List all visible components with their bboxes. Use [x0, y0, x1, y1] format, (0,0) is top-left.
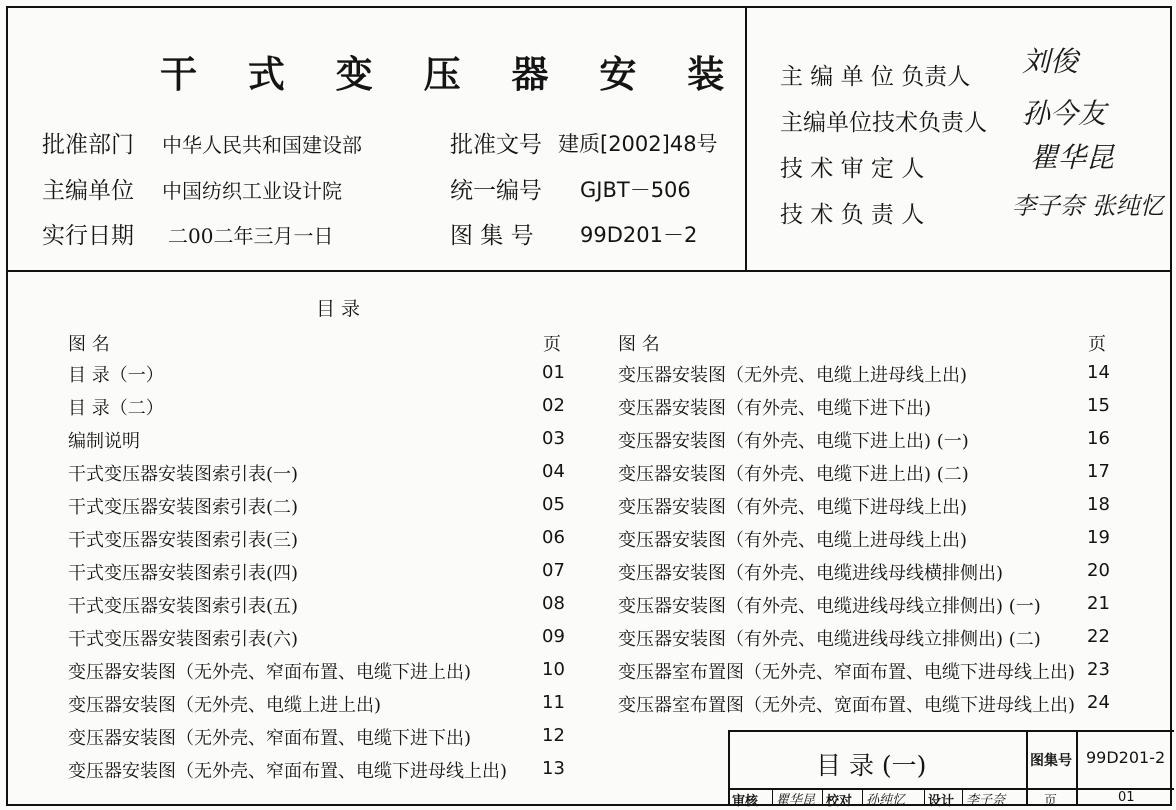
toc-entry-page: 05: [542, 494, 565, 515]
atlas-number-label: 图 集 号: [450, 223, 534, 249]
toc-entry-page: 24: [1087, 692, 1110, 713]
tech-reviewer-signature: 瞿华昆: [1030, 141, 1115, 174]
toc-entry-page: 06: [542, 527, 565, 548]
toc-entry-name: 变压器安装图（有外壳、电缆下进母线上出): [618, 497, 968, 518]
toc-entry-page: 04: [542, 461, 565, 482]
review-label: 审核: [732, 794, 759, 809]
approval-doc-label: 批准文号: [450, 132, 542, 158]
toc-entry-page: 09: [542, 626, 565, 647]
toc-entry-page: 20: [1087, 560, 1110, 581]
header-bottom-rule: [6, 270, 1172, 272]
toc-entry-page: 14: [1087, 362, 1110, 383]
toc-entry-page: 13: [542, 758, 565, 779]
toc-entry-name: 变压器安装图（有外壳、电缆下进上出) (一): [618, 431, 969, 452]
toc-entry-name: 干式变压器安装图索引表(三): [68, 530, 299, 551]
toc-entry-name: 变压器安装图（有外壳、电缆下进下出): [618, 398, 932, 419]
atlas-no-value: 99D201-2: [1086, 748, 1166, 767]
atlas-number-value: 99D201－2: [580, 223, 698, 247]
toc-entry-page: 12: [542, 725, 565, 746]
toc-entry-page: 23: [1087, 659, 1110, 680]
header-divider: [745, 6, 747, 272]
toc-heading: 目 录: [316, 298, 361, 320]
toc-entry-name: 干式变压器安装图索引表(四): [68, 563, 299, 584]
toc-left-page-header: 页: [543, 334, 561, 355]
review-signature: 瞿华昆: [776, 793, 816, 808]
toc-entry-name: 变压器安装图（无外壳、窄面布置、电缆下进上出): [68, 662, 472, 683]
toc-entry-page: 21: [1087, 593, 1110, 614]
toc-entry-name: 变压器安装图（有外壳、电缆下进上出) (二): [618, 464, 969, 485]
toc-entry-page: 01: [542, 362, 565, 383]
toc-entry-name: 变压器安装图（有外壳、电缆进线母线立排侧出) (一): [618, 596, 1041, 617]
drawing-frame: [6, 6, 1172, 806]
toc-entry-name: 干式变压器安装图索引表(二): [68, 497, 299, 518]
page-label: 页: [1044, 794, 1058, 809]
toc-left-name-header: 图 名: [68, 334, 110, 355]
approval-doc-value: 建质[2002]48号: [558, 132, 718, 156]
chief-tech-head-signature: 孙今友: [1022, 97, 1107, 130]
toc-entry-name: 变压器安装图（有外壳、电缆进线母线立排侧出) (二): [618, 629, 1041, 650]
toc-entry-page: 02: [542, 395, 565, 416]
approving-dept-value: 中华人民共和国建设部: [162, 133, 362, 157]
approving-dept-label: 批准部门: [42, 132, 134, 158]
toc-entry-page: 11: [542, 692, 565, 713]
toc-entry-name: 编制说明: [68, 431, 140, 452]
atlas-no-label: 图集号: [1030, 753, 1072, 769]
toc-entry-name: 目 录（二）: [68, 398, 164, 419]
check-label: 校对: [826, 794, 853, 809]
toc-entry-name: 变压器室布置图（无外壳、宽面布置、电缆下进母线上出): [618, 695, 1076, 716]
chief-unit-value: 中国纺织工业设计院: [162, 179, 342, 203]
chief-unit-label: 主编单位: [42, 178, 134, 204]
toc-right-page-header: 页: [1088, 334, 1106, 355]
toc-entry-name: 变压器安装图（有外壳、电缆上进母线上出): [618, 530, 968, 551]
effective-date-label: 实行日期: [42, 223, 134, 249]
effective-date-value: 二00二年三月一日: [168, 224, 334, 248]
toc-entry-page: 16: [1087, 428, 1110, 449]
toc-entry-name: 变压器安装图（无外壳、窄面布置、电缆下进母线上出): [68, 761, 508, 782]
tech-head-label: 技 术 负 责 人: [780, 202, 925, 228]
chief-tech-head-label: 主编单位技术负责人: [780, 110, 987, 136]
toc-entry-name: 干式变压器安装图索引表(一): [68, 464, 299, 485]
toc-entry-name: 目 录（一）: [68, 365, 164, 386]
toc-entry-page: 15: [1087, 395, 1110, 416]
tech-reviewer-label: 技 术 审 定 人: [780, 156, 925, 182]
check-signature: 孙纯忆: [866, 793, 906, 808]
toc-right-name-header: 图 名: [618, 334, 660, 355]
document-title: 干 式 变 压 器 安 装: [160, 52, 744, 96]
design-signature: 李子奈: [966, 793, 1006, 808]
toc-entry-page: 03: [542, 428, 565, 449]
unified-number-label: 统一编号: [450, 178, 542, 204]
toc-entry-name: 变压器安装图（有外壳、电缆进线母线横排侧出): [618, 563, 1004, 584]
toc-entry-name: 变压器安装图（无外壳、窄面布置、电缆下进下出): [68, 728, 472, 749]
toc-entry-page: 08: [542, 593, 565, 614]
page-number: 01: [1118, 790, 1135, 805]
toc-entry-name: 干式变压器安装图索引表(六): [68, 629, 299, 650]
toc-entry-page: 07: [542, 560, 565, 581]
title-block: [728, 730, 1174, 809]
toc-entry-page: 17: [1087, 461, 1110, 482]
toc-entry-page: 10: [542, 659, 565, 680]
toc-entry-name: 干式变压器安装图索引表(五): [68, 596, 299, 617]
tech-head-signature: 李子奈 张纯忆: [1012, 192, 1164, 220]
toc-entry-page: 19: [1087, 527, 1110, 548]
toc-entry-name: 变压器室布置图（无外壳、窄面布置、电缆下进母线上出): [618, 662, 1076, 683]
toc-entry-name: 变压器安装图（无外壳、电缆上进母线上出): [618, 365, 968, 386]
toc-entry-page: 18: [1087, 494, 1110, 515]
sheet-title: 目 录 (一): [816, 751, 927, 780]
toc-entry-name: 变压器安装图（无外壳、电缆上进上出): [68, 695, 382, 716]
toc-entry-page: 22: [1087, 626, 1110, 647]
chief-unit-head-label: 主 编 单 位 负责人: [780, 64, 971, 90]
chief-unit-head-signature: 刘俊: [1022, 45, 1079, 78]
unified-number-value: GJBT－506: [580, 178, 691, 202]
design-label: 设计: [928, 794, 955, 809]
